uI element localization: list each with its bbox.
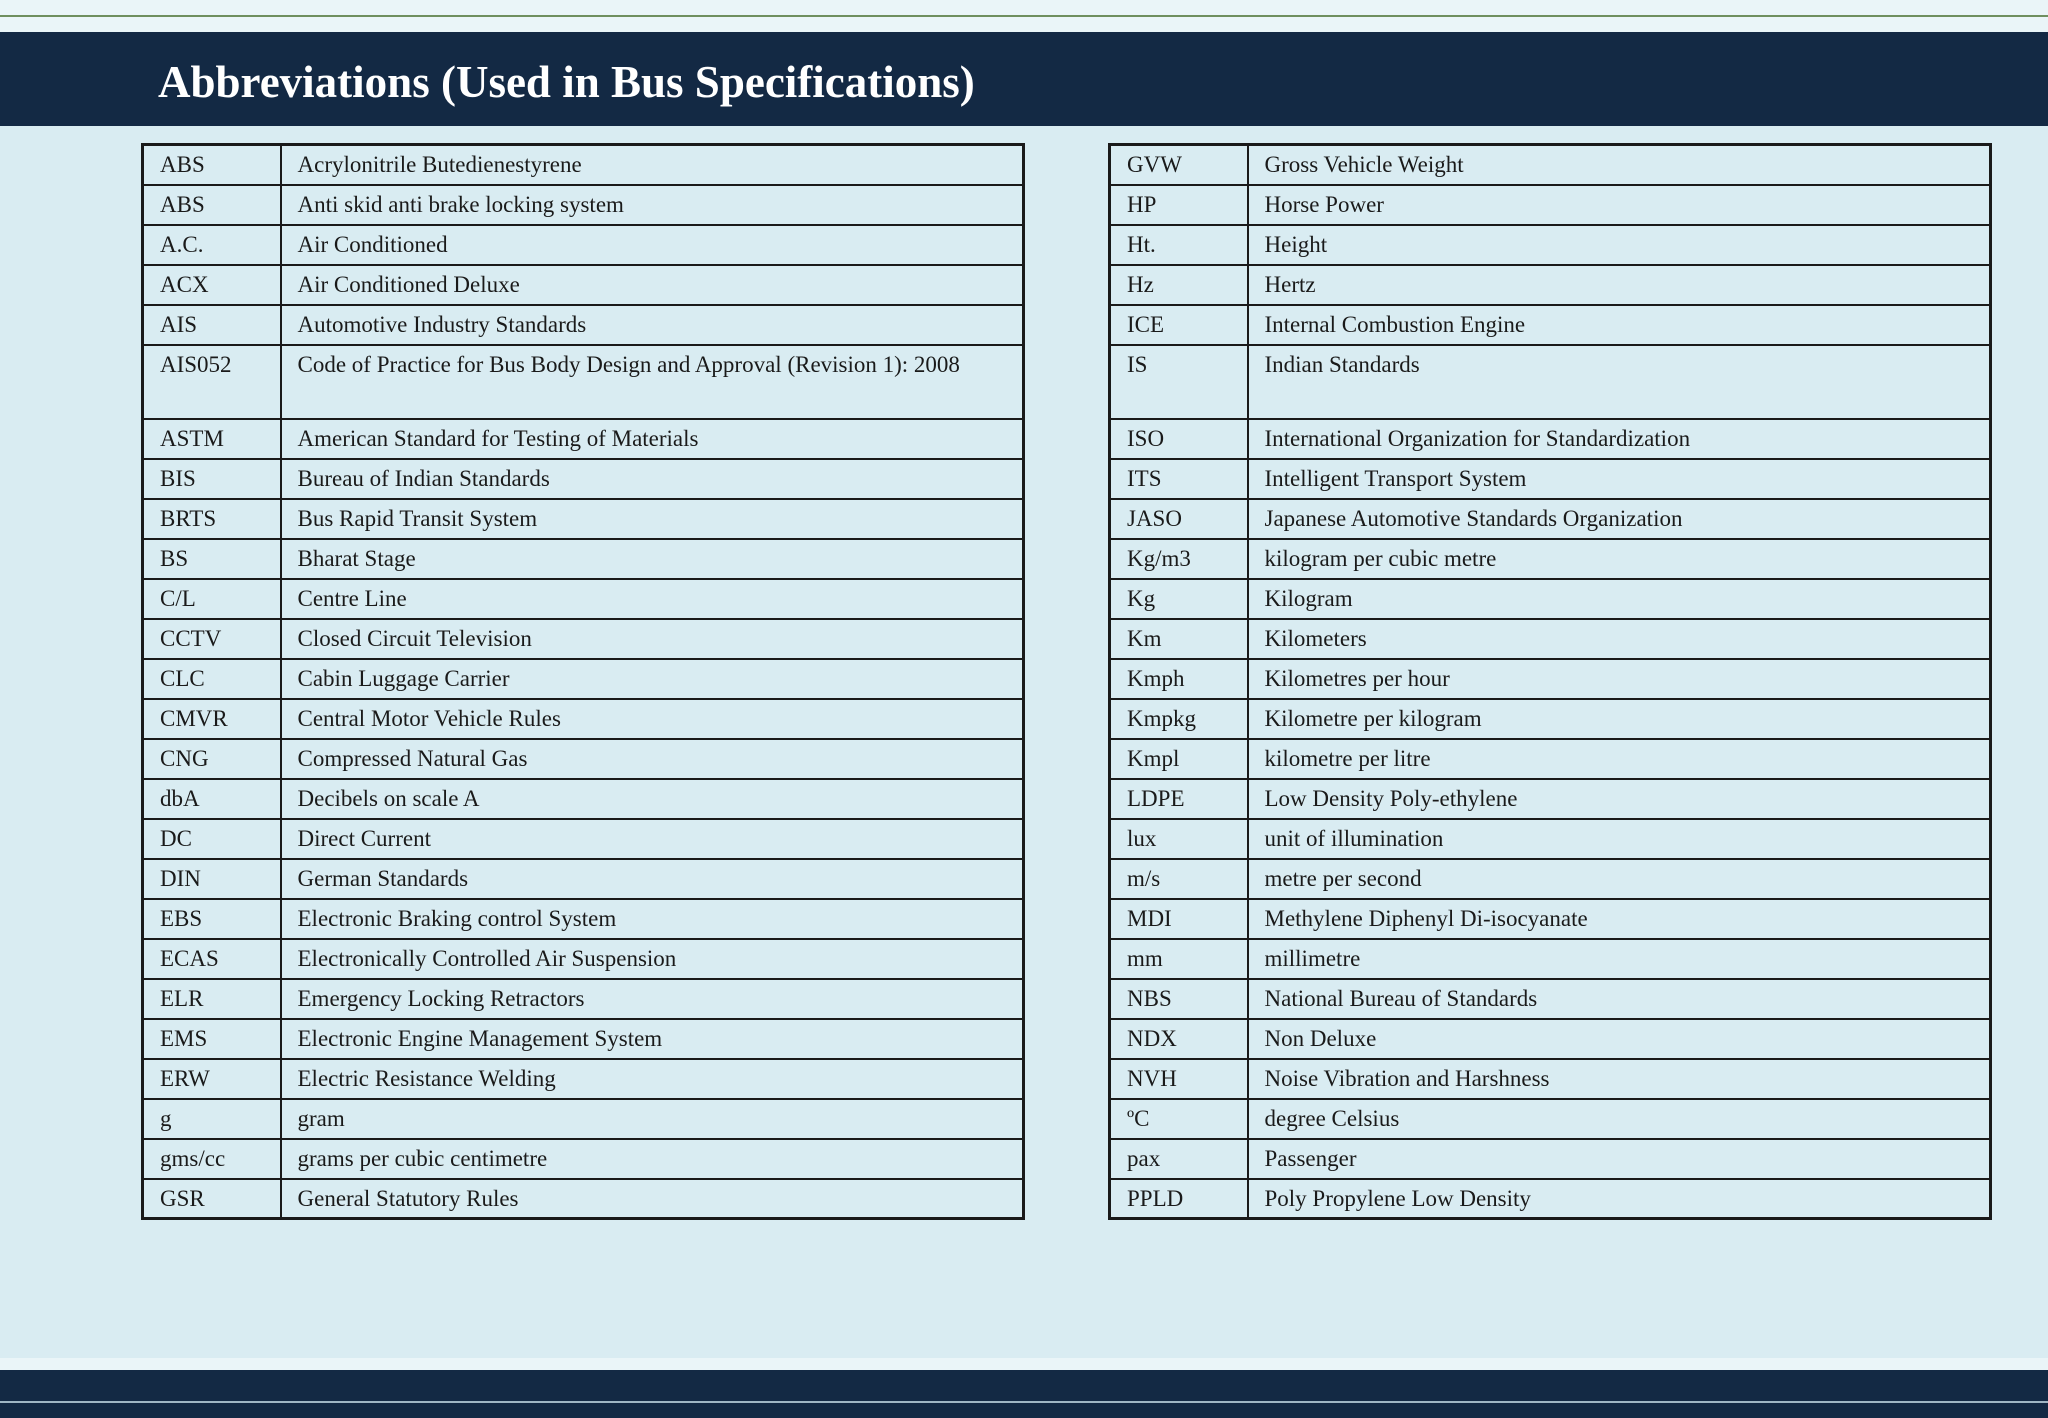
abbreviation-cell: mm bbox=[1110, 939, 1248, 979]
abbreviation-cell: Kg bbox=[1110, 579, 1248, 619]
abbreviation-cell: EBS bbox=[143, 899, 281, 939]
table-row bbox=[143, 1139, 1024, 1179]
abbreviation-cell: Kg/m3 bbox=[1110, 539, 1248, 579]
abbreviations-table-right bbox=[1108, 143, 1992, 1220]
abbreviation-cell: Hz bbox=[1110, 265, 1248, 305]
abbreviation-cell: LDPE bbox=[1110, 779, 1248, 819]
abbreviation-cell: GVW bbox=[1110, 145, 1248, 185]
abbreviation-cell: NBS bbox=[1110, 979, 1248, 1019]
table-row bbox=[1110, 459, 1991, 499]
abbreviation-cell: gms/cc bbox=[143, 1139, 281, 1179]
abbreviation-cell: EMS bbox=[143, 1019, 281, 1059]
abbreviation-cell: ABS bbox=[143, 185, 281, 225]
meaning-cell: kilometre per litre bbox=[1248, 739, 1991, 779]
meaning-cell: Electronically Controlled Air Suspension bbox=[281, 939, 1024, 979]
table-row bbox=[143, 345, 1024, 419]
table-row bbox=[143, 1099, 1024, 1139]
table-row bbox=[1110, 1179, 1991, 1219]
table-row bbox=[1110, 185, 1991, 225]
abbreviation-cell: ITS bbox=[1110, 459, 1248, 499]
table-row bbox=[1110, 539, 1991, 579]
table-row bbox=[143, 979, 1024, 1019]
table-row bbox=[143, 939, 1024, 979]
meaning-cell: International Organization for Standardization bbox=[1248, 419, 1991, 459]
meaning-cell: Bureau of Indian Standards bbox=[281, 459, 1024, 499]
table-row bbox=[143, 145, 1024, 185]
abbreviation-cell: ABS bbox=[143, 145, 281, 185]
abbreviation-cell: ASTM bbox=[143, 419, 281, 459]
abbreviation-cell: CLC bbox=[143, 659, 281, 699]
abbreviation-cell: A.C. bbox=[143, 225, 281, 265]
table-row bbox=[143, 225, 1024, 265]
meaning-cell: American Standard for Testing of Materials bbox=[281, 419, 1024, 459]
table-row bbox=[1110, 265, 1991, 305]
meaning-cell: Air Conditioned bbox=[281, 225, 1024, 265]
table-row bbox=[1110, 305, 1991, 345]
meaning-cell: Anti skid anti brake locking system bbox=[281, 185, 1024, 225]
table-row bbox=[143, 539, 1024, 579]
table-row bbox=[143, 1179, 1024, 1219]
abbreviation-cell: NVH bbox=[1110, 1059, 1248, 1099]
table-row bbox=[1110, 345, 1991, 419]
abbreviation-cell: CNG bbox=[143, 739, 281, 779]
table-row bbox=[143, 579, 1024, 619]
meaning-cell: grams per cubic centimetre bbox=[281, 1139, 1024, 1179]
meaning-cell: Decibels on scale A bbox=[281, 779, 1024, 819]
meaning-cell: Central Motor Vehicle Rules bbox=[281, 699, 1024, 739]
meaning-cell: Code of Practice for Bus Body Design and Approval (Revision 1): 2008 bbox=[281, 345, 1024, 419]
abbreviation-cell: Kmph bbox=[1110, 659, 1248, 699]
table-row bbox=[1110, 579, 1991, 619]
meaning-cell: Poly Propylene Low Density bbox=[1248, 1179, 1991, 1219]
meaning-cell: Kilometre per kilogram bbox=[1248, 699, 1991, 739]
table-row bbox=[1110, 859, 1991, 899]
meaning-cell: Electronic Engine Management System bbox=[281, 1019, 1024, 1059]
meaning-cell: metre per second bbox=[1248, 859, 1991, 899]
abbreviation-cell: Ht. bbox=[1110, 225, 1248, 265]
meaning-cell: General Statutory Rules bbox=[281, 1179, 1024, 1219]
meaning-cell: Japanese Automotive Standards Organization bbox=[1248, 499, 1991, 539]
top-accent-rule bbox=[0, 15, 2048, 17]
abbreviation-cell: PPLD bbox=[1110, 1179, 1248, 1219]
meaning-cell: Kilometers bbox=[1248, 619, 1991, 659]
abbreviation-cell: ELR bbox=[143, 979, 281, 1019]
table-row bbox=[143, 499, 1024, 539]
abbreviation-cell: C/L bbox=[143, 579, 281, 619]
table-row bbox=[143, 699, 1024, 739]
table-row bbox=[143, 859, 1024, 899]
table-row bbox=[143, 185, 1024, 225]
abbreviation-cell: Kmpkg bbox=[1110, 699, 1248, 739]
meaning-cell: Non Deluxe bbox=[1248, 1019, 1991, 1059]
meaning-cell: Gross Vehicle Weight bbox=[1248, 145, 1991, 185]
abbreviation-cell: BS bbox=[143, 539, 281, 579]
meaning-cell: Noise Vibration and Harshness bbox=[1248, 1059, 1991, 1099]
abbreviation-cell: dbA bbox=[143, 779, 281, 819]
abbreviation-cell: lux bbox=[1110, 819, 1248, 859]
abbreviation-cell: g bbox=[143, 1099, 281, 1139]
meaning-cell: Acrylonitrile Butedienestyrene bbox=[281, 145, 1024, 185]
abbreviation-cell: m/s bbox=[1110, 859, 1248, 899]
abbreviation-cell: DIN bbox=[143, 859, 281, 899]
bottom-strip bbox=[0, 1358, 2048, 1370]
table-row bbox=[143, 739, 1024, 779]
abbreviation-cell: CMVR bbox=[143, 699, 281, 739]
table-row bbox=[143, 419, 1024, 459]
abbreviation-cell: IS bbox=[1110, 345, 1248, 419]
table-row bbox=[1110, 699, 1991, 739]
meaning-cell: Height bbox=[1248, 225, 1991, 265]
table-row bbox=[1110, 659, 1991, 699]
abbreviation-cell: JASO bbox=[1110, 499, 1248, 539]
abbreviation-cell: ºC bbox=[1110, 1099, 1248, 1139]
table-row bbox=[143, 659, 1024, 699]
abbreviation-cell: ISO bbox=[1110, 419, 1248, 459]
abbreviation-cell: GSR bbox=[143, 1179, 281, 1219]
meaning-cell: Kilometres per hour bbox=[1248, 659, 1991, 699]
table-row bbox=[143, 779, 1024, 819]
abbreviation-cell: CCTV bbox=[143, 619, 281, 659]
abbreviations-table-left-body bbox=[143, 145, 1024, 1219]
table-row bbox=[1110, 779, 1991, 819]
table-row bbox=[143, 265, 1024, 305]
table-row bbox=[1110, 1099, 1991, 1139]
meaning-cell: German Standards bbox=[281, 859, 1024, 899]
table-row bbox=[1110, 939, 1991, 979]
abbreviation-cell: AIS bbox=[143, 305, 281, 345]
meaning-cell: Internal Combustion Engine bbox=[1248, 305, 1991, 345]
meaning-cell: Bus Rapid Transit System bbox=[281, 499, 1024, 539]
footer-band bbox=[0, 1370, 2048, 1418]
table-row bbox=[1110, 819, 1991, 859]
abbreviation-cell: HP bbox=[1110, 185, 1248, 225]
abbreviations-table-right-body bbox=[1110, 145, 1991, 1219]
table-row bbox=[1110, 419, 1991, 459]
meaning-cell: Low Density Poly-ethylene bbox=[1248, 779, 1991, 819]
abbreviation-cell: ERW bbox=[143, 1059, 281, 1099]
meaning-cell: Intelligent Transport System bbox=[1248, 459, 1991, 499]
table-row bbox=[1110, 1139, 1991, 1179]
table-row bbox=[143, 1059, 1024, 1099]
meaning-cell: unit of illumination bbox=[1248, 819, 1991, 859]
table-row bbox=[1110, 1059, 1991, 1099]
table-row bbox=[1110, 979, 1991, 1019]
meaning-cell: Cabin Luggage Carrier bbox=[281, 659, 1024, 699]
table-row bbox=[1110, 739, 1991, 779]
abbreviation-cell: NDX bbox=[1110, 1019, 1248, 1059]
meaning-cell: millimetre bbox=[1248, 939, 1991, 979]
abbreviation-cell: Km bbox=[1110, 619, 1248, 659]
meaning-cell: Air Conditioned Deluxe bbox=[281, 265, 1024, 305]
meaning-cell: National Bureau of Standards bbox=[1248, 979, 1991, 1019]
meaning-cell: Direct Current bbox=[281, 819, 1024, 859]
meaning-cell: Electronic Braking control System bbox=[281, 899, 1024, 939]
abbreviations-table-left bbox=[141, 143, 1025, 1220]
abbreviation-cell: BIS bbox=[143, 459, 281, 499]
meaning-cell: Indian Standards bbox=[1248, 345, 1991, 419]
meaning-cell: Kilogram bbox=[1248, 579, 1991, 619]
table-row bbox=[1110, 499, 1991, 539]
table-row bbox=[1110, 225, 1991, 265]
meaning-cell: Compressed Natural Gas bbox=[281, 739, 1024, 779]
meaning-cell: Methylene Diphenyl Di-isocyanate bbox=[1248, 899, 1991, 939]
table-row bbox=[1110, 1019, 1991, 1059]
abbreviation-cell: ACX bbox=[143, 265, 281, 305]
abbreviation-cell: ICE bbox=[1110, 305, 1248, 345]
footer-rule bbox=[0, 1401, 2048, 1403]
table-row bbox=[1110, 619, 1991, 659]
table-row bbox=[1110, 899, 1991, 939]
meaning-cell: Electric Resistance Welding bbox=[281, 1059, 1024, 1099]
meaning-cell: Passenger bbox=[1248, 1139, 1991, 1179]
meaning-cell: Automotive Industry Standards bbox=[281, 305, 1024, 345]
meaning-cell: Centre Line bbox=[281, 579, 1024, 619]
meaning-cell: Horse Power bbox=[1248, 185, 1991, 225]
abbreviation-cell: AIS052 bbox=[143, 345, 281, 419]
meaning-cell: degree Celsius bbox=[1248, 1099, 1991, 1139]
meaning-cell: kilogram per cubic metre bbox=[1248, 539, 1991, 579]
abbreviation-cell: Kmpl bbox=[1110, 739, 1248, 779]
meaning-cell: Emergency Locking Retractors bbox=[281, 979, 1024, 1019]
meaning-cell: gram bbox=[281, 1099, 1024, 1139]
table-row bbox=[143, 1019, 1024, 1059]
abbreviation-cell: ECAS bbox=[143, 939, 281, 979]
meaning-cell: Hertz bbox=[1248, 265, 1991, 305]
abbreviation-cell: MDI bbox=[1110, 899, 1248, 939]
table-row bbox=[143, 619, 1024, 659]
meaning-cell: Closed Circuit Television bbox=[281, 619, 1024, 659]
table-row bbox=[143, 899, 1024, 939]
table-row bbox=[143, 305, 1024, 345]
table-row bbox=[1110, 145, 1991, 185]
abbreviation-cell: pax bbox=[1110, 1139, 1248, 1179]
page-title: Abbreviations (Used in Bus Specifications) bbox=[158, 57, 975, 107]
meaning-cell: Bharat Stage bbox=[281, 539, 1024, 579]
table-row bbox=[143, 819, 1024, 859]
abbreviation-cell: BRTS bbox=[143, 499, 281, 539]
table-row bbox=[143, 459, 1024, 499]
abbreviation-cell: DC bbox=[143, 819, 281, 859]
